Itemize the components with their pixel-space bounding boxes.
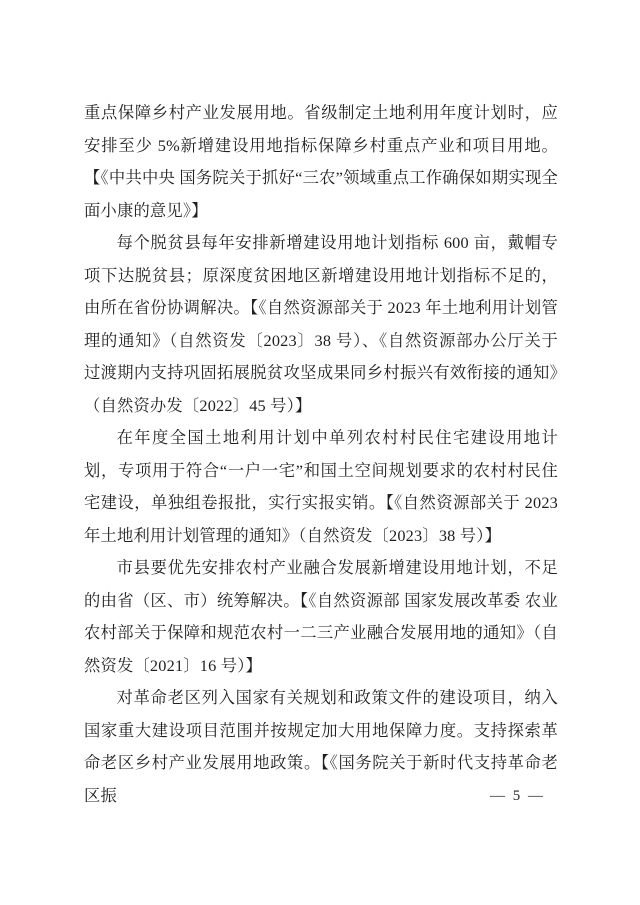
- paragraph-1: 重点保障乡村产业发展用地。省级制定土地利用年度计划时，应安排至少 5%新增建设用地指标保障乡村重点产业和项目用地。【《中共中央 国务院关于抓好“三农”领域重点工作确保如期实现全面小康的意见》】: [84, 103, 558, 220]
- paragraph-4: 市县要优先安排农村产业融合发展新增建设用地计划，不足的由省（区、市）统筹解决。【《自然资源部 国家发展改革委 农业农村部关于保障和规范农村一二三产业融合发展用地的通知》（自然资发〔2021〕16 号）】: [84, 558, 558, 675]
- paragraph-3: 在年度全国土地利用计划中单列农村村民住宅建设用地计划，专项用于符合“一户一宅”和国土空间规划要求的农村村民住宅建设，单独组卷报批，实行实报实销。【《自然资源部关于 2023 年土地利用计划管理的通知》（自然资发〔2023〕38 号）】: [84, 428, 558, 545]
- paragraph-5: 对革命老区列入国家有关规划和政策文件的建设项目，纳入国家重大建设项目范围并按规定加大用地保障力度。支持探索革命老区乡村产业发展用地政策。【《国务院关于新时代支持革命老区振: [84, 688, 558, 805]
- page-number: — 5 —: [490, 788, 545, 804]
- document-body: [84, 97, 558, 812]
- paragraph-2: 每个脱贫县每年安排新增建设用地计划指标 600 亩，戴帽专项下达脱贫县；原深度贫困地区新增建设用地计划指标不足的，由所在省份协调解决。【《自然资源部关于 2023 年土地利用计划管理的通知》（自然资发〔2023〕38 号）、《自然资源部办公厅关于过渡期内支持巩固拓展脱贫攻坚成果同乡村振兴有效衔接的通知》（自然资办发〔2022〕45 号）】: [84, 233, 558, 415]
